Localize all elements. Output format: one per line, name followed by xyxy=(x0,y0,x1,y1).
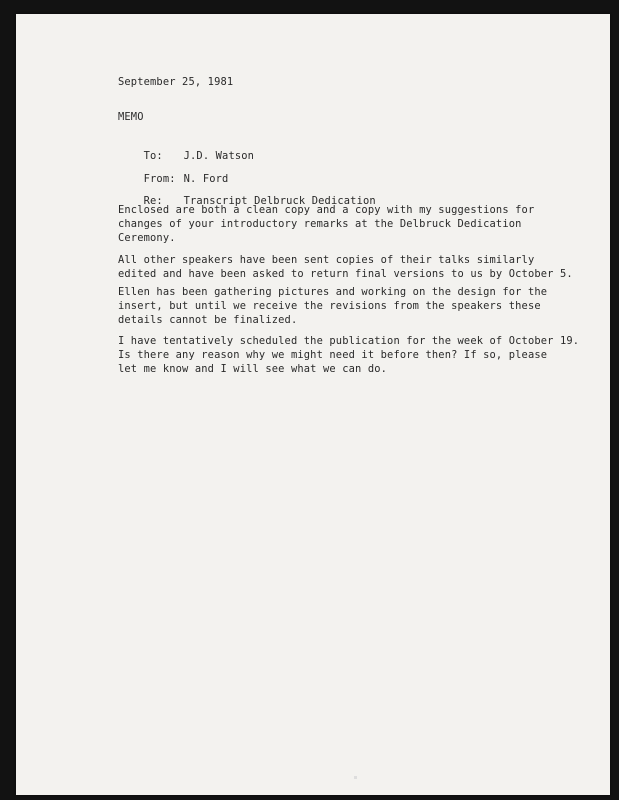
from-value: N. Ford xyxy=(183,173,229,185)
from-label: From: xyxy=(143,173,176,185)
memo-heading: MEMO xyxy=(118,111,144,123)
re-value: Transcript Delbruck Dedication xyxy=(183,195,376,207)
to-value: J.D. Watson xyxy=(183,150,255,162)
paragraph-2: All other speakers have been sent copies of their talks similarly edited and have been asked to return final versions to us by October 5. xyxy=(118,254,573,280)
paragraph-3: Ellen has been gathering pictures and working on the design for the insert, but until we receive the revisions from the speakers these details cannot be finalized. xyxy=(118,286,548,326)
re-label: Re: xyxy=(143,195,163,207)
memo-date: September 25, 1981 xyxy=(118,76,234,88)
paragraph-1: Enclosed are both a clean copy and a copy with my suggestions for changes of your introductory remarks at the Delbruck Dedication Ceremony. xyxy=(118,204,535,244)
scan-dot xyxy=(354,776,357,779)
paragraph-4: I have tentatively scheduled the publication for the week of October 19. Is there any reason why we might need it before then? If so, please let me know and I will see what we can do. xyxy=(118,335,580,375)
memo-page xyxy=(16,14,610,795)
to-label: To: xyxy=(143,150,163,162)
